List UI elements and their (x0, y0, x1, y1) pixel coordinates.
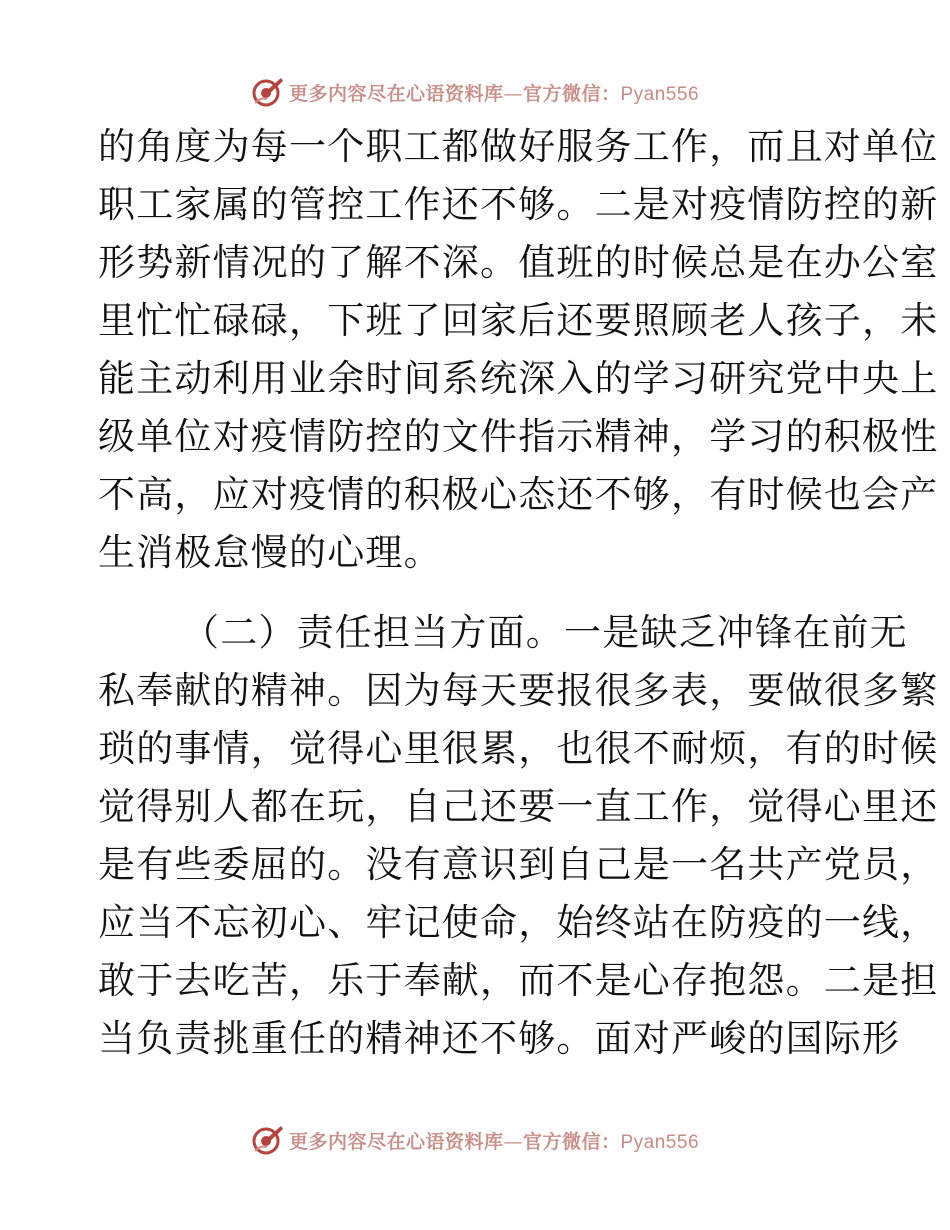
footer-watermark-text (289, 1127, 699, 1154)
brand-logo-icon (251, 75, 285, 109)
footer-separator: — (503, 1130, 523, 1153)
header-wechat-id: Pyan556 (620, 83, 700, 105)
paragraph-2 (98, 604, 939, 1068)
text-line: 觉得别人都在玩，自己还要一直工作，觉得心里还 (98, 785, 939, 828)
header-watermark-text (289, 79, 699, 106)
header-wechat-label: 官方微信： (522, 82, 621, 105)
text-line: 琐的事情，觉得心里很累，也很不耐烦，有的时候 (98, 727, 939, 770)
footer-wechat-id: Pyan556 (620, 1131, 700, 1153)
paragraph-spacer (98, 582, 854, 604)
document-body (98, 118, 939, 1068)
text-line-indented: （二）责任担当方面。一是缺乏冲锋在前无 (182, 611, 908, 654)
text-line: 私奉献的精神。因为每天要报很多表，要做很多繁 (98, 669, 939, 712)
text-line: 的角度为每一个职工都做好服务工作，而且对单位 (98, 125, 939, 168)
text-line: 是有些委屈的。没有意识到自己是一名共产党员， (98, 843, 939, 886)
text-line: 形势新情况的了解不深。值班的时候总是在办公室 (98, 241, 939, 284)
text-line: 能主动利用业余时间系统深入的学习研究党中央上 (98, 357, 939, 400)
header-watermark (0, 72, 950, 112)
text-line: 当负责挑重任的精神还不够。面对严峻的国际形 (98, 1017, 901, 1060)
footer-brand-text: 更多内容尽在心语资料库 (288, 1130, 504, 1153)
footer-watermark (0, 1120, 950, 1160)
paragraph-1 (98, 118, 939, 582)
text-line: 级单位对疫情防控的文件指示精神，学习的积极性 (98, 415, 939, 458)
text-line: 应当不忘初心、牢记使命，始终站在防疫的一线， (98, 901, 939, 944)
brand-logo-icon (251, 1123, 285, 1157)
text-line: 生消极怠慢的心理。 (98, 531, 442, 574)
footer-wechat-label: 官方微信： (522, 1130, 621, 1153)
text-line: 敢于去吃苦，乐于奉献，而不是心存抱怨。二是担 (98, 959, 939, 1002)
text-line: 不高，应对疫情的积极心态还不够，有时候也会产 (98, 473, 939, 516)
text-line: 里忙忙碌碌，下班了回家后还要照顾老人孩子，未 (98, 299, 939, 342)
header-separator: — (503, 82, 523, 105)
text-line: 职工家属的管控工作还不够。二是对疫情防控的新 (98, 183, 939, 226)
header-brand-text: 更多内容尽在心语资料库 (288, 82, 504, 105)
